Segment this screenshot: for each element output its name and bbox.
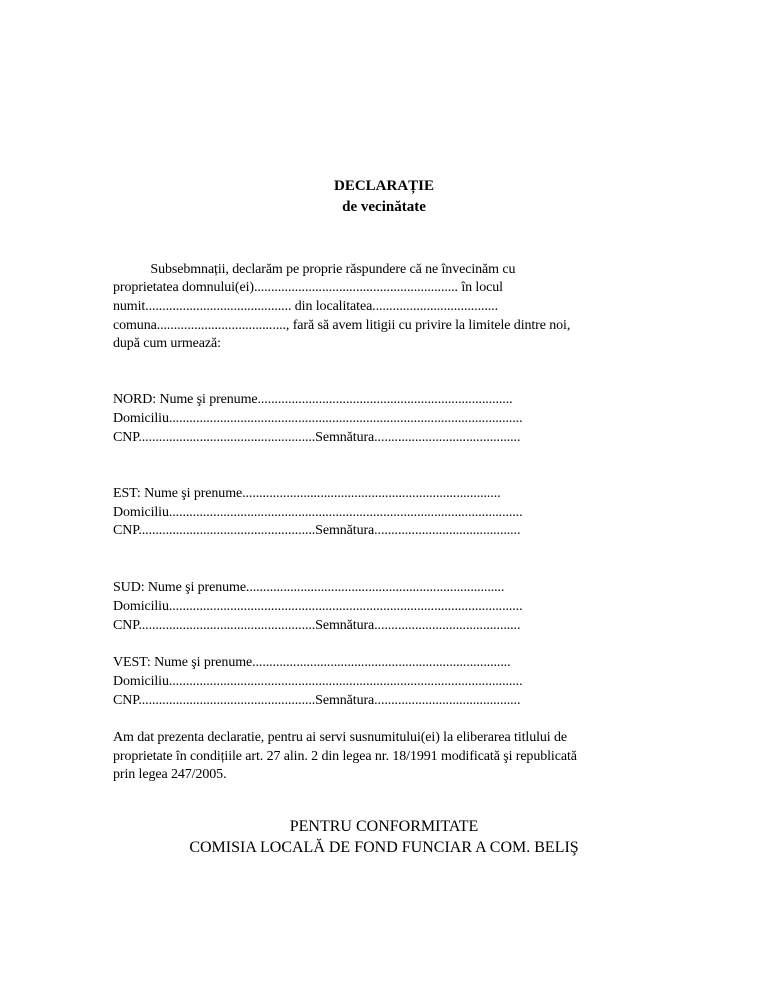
document-title: DECLARAȚIE — [333, 178, 435, 194]
sud-name-line: SUD: Nume şi prenume............................................................................ — [113, 580, 505, 595]
document-subtitle: de vecinătate — [342, 199, 426, 215]
intro-line: Subsebmnații, declarăm pe proprie răspundere că ne învecinăm cu — [113, 262, 516, 277]
intro-line: comuna......................................, fară să avem litigii cu privire la limitele dintre noi, — [113, 318, 571, 333]
vest-cnp-line: CNP....................................................Semnătura........................................... — [113, 693, 521, 708]
nord-domiciliu-line: Domiciliu........................................................................................................ — [113, 411, 523, 426]
intro-line: numit........................................... din localitatea..................................... — [113, 299, 498, 314]
closing-line: proprietate în condițiile art. 27 alin. 2 din legea nr. 18/1991 modificată şi republicată — [113, 749, 577, 764]
closing-line: prin legea 247/2005. — [113, 767, 227, 782]
sud-domiciliu-line: Domiciliu........................................................................................................ — [113, 599, 523, 614]
intro-line: după cum urmează: — [113, 336, 221, 351]
footer-conformity: PENTRU CONFORMITATE — [289, 818, 479, 835]
vest-name-line: VEST: Nume şi prenume............................................................................ — [113, 655, 511, 670]
nord-name-line: NORD: Nume şi prenume........................................................................... — [113, 392, 513, 407]
nord-cnp-line: CNP....................................................Semnătura........................................... — [113, 430, 521, 445]
closing-line: Am dat prezenta declaratie, pentru ai servi susnumitului(ei) la eliberarea titlului de — [113, 730, 567, 745]
sud-cnp-line: CNP....................................................Semnătura........................................... — [113, 618, 521, 633]
est-cnp-line: CNP....................................................Semnătura........................................... — [113, 523, 521, 538]
vest-domiciliu-line: Domiciliu........................................................................................................ — [113, 674, 523, 689]
footer-commission: COMISIA LOCALĂ DE FOND FUNCIAR A COM. BELIŞ — [189, 839, 579, 856]
intro-line: proprietatea domnului(ei)............................................................ în locul — [113, 280, 503, 295]
est-domiciliu-line: Domiciliu........................................................................................................ — [113, 505, 523, 520]
est-name-line: EST: Nume şi prenume............................................................................ — [113, 486, 501, 501]
